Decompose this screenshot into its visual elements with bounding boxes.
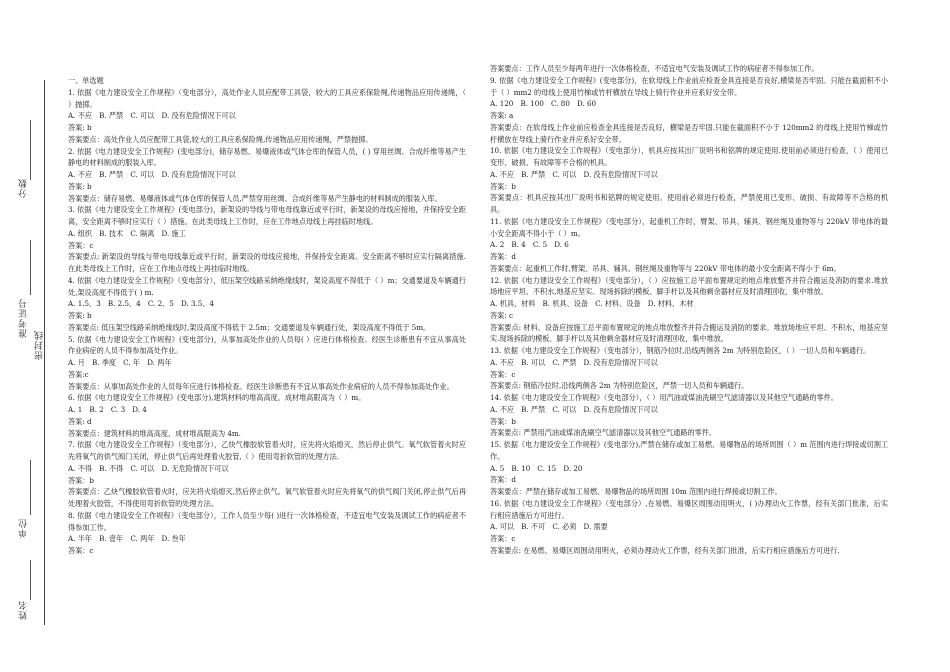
ticket-underline [30,240,31,295]
right-text-line: 答案要点：严禁在储存或加工易燃、易爆物品的场所周围 10m 范围内进行焊接或切割工作。 [490,487,782,496]
right-text-line: 答案要点：机具应按其出厂说明书和铭牌的规定使用。使用前必须进行检查，严禁使用已变形、破损、有故障等不合格的机具。 [490,193,888,214]
left-text-line: A. 月 B. 季度 C. 年 D. 两年 [68,358,172,367]
right-text-line: 答案：b [490,181,516,191]
right-text-line: 答案要点: 材料、设备应按施工总平面布置规定的地点堆放整齐并符合搬运及消防的要求。堆放场地应平坦、不积水，地基应坚实.现场拆除的模板、脚手杆以及其他剩余器材应及时清理回收，集中堆放。 [490,322,888,344]
seal-label: 密封线 [35,330,45,360]
left-text-line: 1. 依据《电力建设安全工作规程》（变电部分），高处作业人员应配带工具袋，较大的工具应系保险绳,传递物品应用传递绳，（ ）抛掷。 [68,87,466,109]
right-text-line: 9. 依据《电力建设安全工作规程》(变电部分)，在软母线上作业前应检查金具连接是否良好,横梁是否牢固。只能在截面积不小于（ ）mm2 的母线上使用竹梯或竹杆横放在导线上骑行作业并应系好安全带。 [490,75,888,97]
left-text-line: 5. 依据《电力建设安全工作规程》(变电部分)，从事加高处作业的人员每( ）应进行体格检查。经医生诊断患有不宜从事高处作业病症的人员不得参加高处作业。 [68,334,466,356]
left-text-line: 答案要点：储存易燃、易爆液体或气体仓库的保管人员,严禁穿用丝绸、合成纤维等易产生静电的材料制成的服装入库。 [68,193,442,203]
unit-label: 单位 [19,518,29,538]
left-text-line: 答案: d [68,416,92,426]
right-text-line: 答案: c [490,310,513,320]
right-text-line: 答案: a [490,111,514,120]
left-text-line: A. 1.5、3 B. 2.5、4 C. 2、5 D. 3.5、4 [68,299,215,309]
right-text-line: 答案要点：工作人员至少每两年进行一次体格检查，不适宜电气安装及调试工作的病症者不得参加工作。 [490,64,819,73]
right-text-line: 答案要点：在软母线上作业前应检查金具连接是否良好，横梁是否牢固.只能在截面积不小于 120mm2 的母线上使用竹梯或竹杆横放在导线上骑行作业并应系好安全带。 [490,122,888,144]
right-column [490,63,888,615]
right-text-line: 答案：c [490,369,516,379]
score-underline [30,120,31,180]
left-text-line: 一、单选题 [68,76,104,85]
right-text-line: 13. 依据《电力建设安全工作规程》（变电部分），钢筋冷拉时,沿线两侧各 2m 为特别危险区，（ ）一切人员和车辆通行。 [490,346,871,355]
right-text-line: 答案：c [490,534,516,543]
right-text-line: 11. 依据《电力建设安全工作规程》（变电部分），起重机工作时，臂架、吊具、辅具、钢丝绳及重物等与 220kV 带电体的最小安全距离不得小于（ ）m。 [490,216,888,238]
left-text-line: 答案要点: 新架设的导线与带电母线靠近或平行时，新架设的母线应接地，并保持安全距离。安全距离不够时应实行隔离措施.在此类母线上工作时，应在工作地点母线上再挂临时地线。 [68,252,466,273]
left-text-line: 答案要点：高处作业人员应配带工具袋,较大的工具应系保险绳,传递物品应用传递绳，严禁抛掷。 [68,134,373,144]
name-underline [30,560,31,600]
right-text-line: 答案要点: 钢筋冷拉时,沿线两侧各 2m 为特别危险区，严禁一切人员和车辆通行。 [490,381,749,391]
right-text-line: A. 机具、材料 B. 机具、设备 C. 材料、设备 D. 材料、木材 [490,299,694,308]
left-text-line: 4. 依据《电力建设安全工作规程》（变电部分），低压架空线路采纳绝缘线时，架设高度不得低于（ ）m；交通要道及车辆通行处,架设高度不得低于( ) m. [68,275,466,297]
left-column [68,75,466,615]
left-text-line: A. 不应 B. 严禁 C. 可以 D. 没有危险情况下可以 [68,111,236,121]
right-text-line: 答案要点: 严禁用汽油或煤油洗刷空气滤清器以及其他空气通路的零件。 [490,428,717,438]
right-text-line: 答案：b [490,416,516,426]
left-text-line: 7. 依据《电力建设安全工作规程》（变电部分），乙炔气橡胶软管着火时，应先将火焰熄灭，然后停止供气。氧气软管着火时应先将氧气的供气阀门关闭，停止供气后再处理着火胶管,（ ）使用弯折软管的处理方法. [68,440,466,461]
name-label: 姓名 [19,600,29,620]
left-text-line: 答案: b [68,311,92,320]
left-text-line: A. 组织 B. 技术 C. 隔离 D. 施工 [68,228,186,238]
left-text-line: A. 半年 B. 壹年 C. 两年 D. 叁年 [68,534,186,544]
left-text-line: 8. 依据《电力建设安全工作规程》（变电部分），工作人员至少每( )进行一次体格检查，不适宜电气安装及调试工作的病症者不得参加工作。 [68,510,466,532]
left-text-line: 答案：c [68,546,94,555]
left-text-line: A. 1 B. 2 C. 3 D. 4 [68,405,147,414]
ticket-label: 准考证号 [19,298,29,338]
left-text-line: 2. 依据《电力建设安全工作规程》(变电部分)，储存易燃、易爆液体或气体仓库的保管人员，( ) 穿用丝绸、合成纤维等易产生静电的材料制成的服装入库。 [68,146,466,168]
left-text-line: 答案要点: 低压架空线路采纳绝缘线时,架设高度不得低于 2.5m；交通要道及车辆通行处，架设高度不得低于 5m。 [68,322,431,332]
left-text-line: 答案要点：乙炔气橡胶软管着火时，应先将火焰熄灭,然后停止供气。氧气软管着火时应先将氧气的供气阀门关闭,停止供气后再处理着火胶管，不得使用弯折软管的处理方法。 [68,487,466,508]
right-text-line: 14. 依据《电力建设安全工作规程》（变电部分），（ ）用汽油或煤油洗刷空气滤清器以及其他空气通路的零件。 [490,393,838,402]
binding-margin [0,0,62,672]
right-text-line: 10. 依据《电力建设安全工作规程》（变电部分），机具应按其出厂说明书和铭牌的规定使用.使用前必须进行检查，（ ）使用已变形、破损、有故障等不合格的机具。 [490,146,888,167]
left-text-line: 答案：b [68,475,94,485]
right-text-line: 答案：d [490,252,516,261]
left-text-line: A. 不应 B. 严禁 C. 可以 D. 没有危险情况下可以 [68,170,236,179]
left-text-line: A. 不得 B. 不得 C. 可以 D. 无危险情况下可以 [68,463,229,473]
left-text-line: 答案:c [68,369,89,379]
right-text-line: A. 2 B. 4 C. 5 D. 6 [490,240,569,250]
right-text-line: 12. 依据《电力建设安全工作规程》（变电部分），（ ）应按施工总平面布置规定的地点堆放整齐并符合搬运及消防的要求.堆放场地应平坦、不积水,地基应坚实。现场拆除的模板、脚手杆以及其他剩余器材应及时清理回收，集中堆放。 [490,275,888,297]
right-text-line: A. 不应 B. 严禁 C. 可以 D. 没有危险情况下可以 [490,404,658,414]
left-text-line: 答案: b [68,181,92,191]
right-text-line: A. 不应 B. 可以 C. 严禁 D. 没有危险情况下可以 [490,357,658,367]
right-text-line: A. 可以 B. 不可 C. 必须 D. 需要 [490,522,608,532]
left-text-line: 答案要点：建筑材料的堆高高度，成材堆高限高为 4m. [68,428,241,438]
right-text-line: 答案要点: 在易燃、易爆区周围动用明火，必须办理动火工作票，经有关部门批准，后实行相应措施后方可进行. [490,545,840,555]
right-text-line: A. 不应 B. 严禁 C. 可以 D. 没有危险情况下可以 [490,169,658,179]
right-text-line: 15. 依据《电力建设安全工作规程》(变电部分),严禁在储存或加工易燃、易爆物品的场所周围（ ）m 范围内进行焊接或切割工作。 [490,440,888,461]
unit-underline [30,460,31,515]
right-text-line: 答案：d [490,475,516,485]
right-text-line: A. 120 B. 100 C. 80 D. 60 [490,99,597,109]
left-text-line: 6. 依据《电力建设安全工作规程》(变电部分),建筑材料的堆高高度，成材堆高限高为（ ）m。 [68,393,366,403]
score-label: 分数 [19,178,29,198]
left-text-line: 3. 依据《电力建设安全工作规程》(变电部分)，新架设的导线与带电母线靠近或平行时，新架设的母线应接地，并保持安全距离，安全距离不够时应实行（ ）措施。在此类母线上工作时，应在工作地点母线上再挂临时地线。 [68,205,466,226]
right-text-line: 答案要点：起重机工作时,臂架、吊具、辅具、钢丝绳及重物等与 220kV 带电体的最小安全距离不得小于 6m。 [490,263,841,273]
left-text-line: 答案：c [68,240,94,250]
right-text-line: A. 5 B. 10 C. 15 D. 20 [490,463,583,473]
right-text-line: 16. 依据《电力建设安全工作规程》（变电部分）,在易燃、易爆区周围动用明火，( )办理动火工作票，经有关部门批准，后实行相应措施后方可进行。 [490,498,888,520]
left-text-line: 答案要点：从事加高处作业的人员每年应进行体格检查。经医生诊断患有不宜从事高处作业病症的人员不得参加高处作业。 [68,381,454,391]
left-text-line: 答案: b [68,123,92,132]
